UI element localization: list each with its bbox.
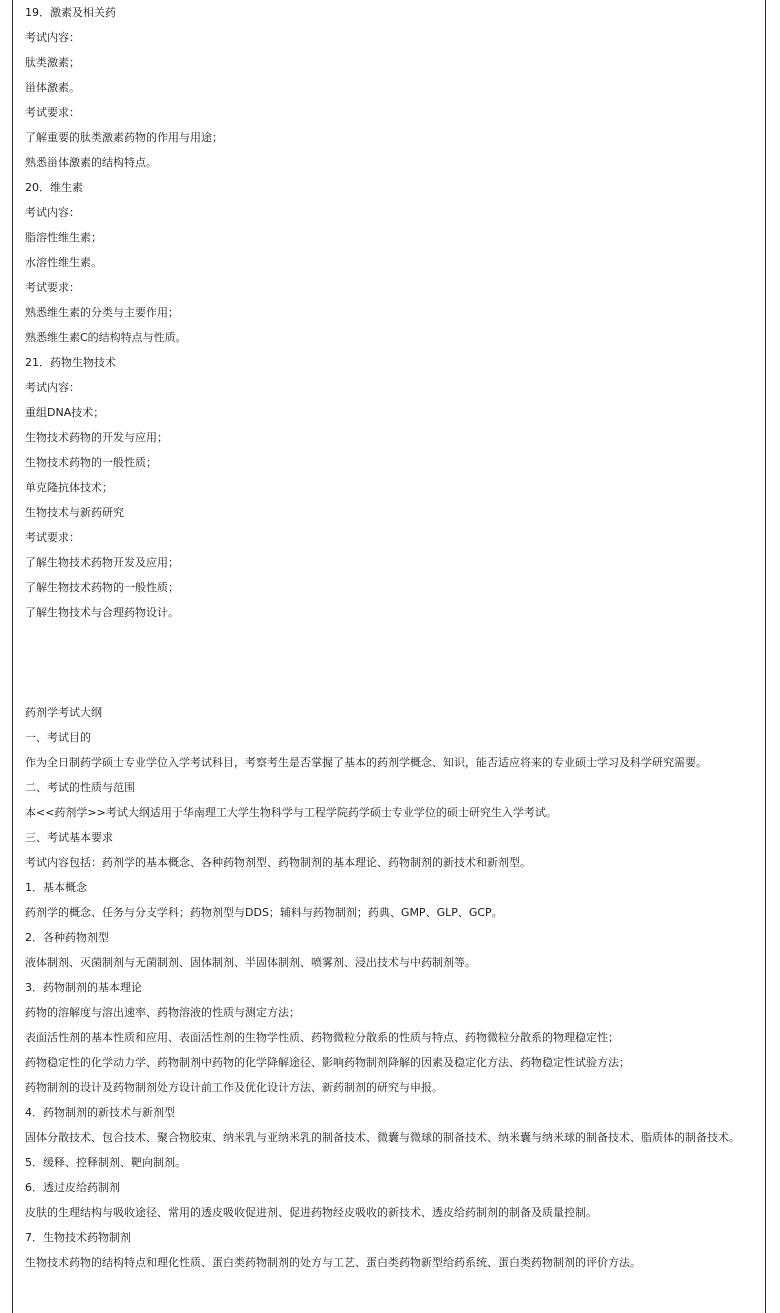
chapter-21-heading: 21．药物生物技术 bbox=[25, 356, 116, 369]
document-content bbox=[25, 0, 760, 1275]
exam-requirement-label: 考试要求： bbox=[25, 531, 80, 544]
subsection-heading: 7．生物技术药物制剂 bbox=[25, 1231, 131, 1244]
list-item: 重组DNA技术； bbox=[25, 406, 105, 419]
subsection-heading: 2．各种药物剂型 bbox=[25, 931, 109, 944]
chapter-20-heading: 20．维生素 bbox=[25, 181, 83, 194]
exam-requirement-label: 考试要求： bbox=[25, 106, 80, 119]
paragraph: 表面活性剂的基本性质和应用、表面活性剂的生物学性质、药物微粒分散系的性质与特点、药物微粒分散系的物理稳定性； bbox=[25, 1031, 619, 1044]
section-heading: 三、考试基本要求 bbox=[25, 831, 113, 844]
subsection-heading: 5．缓释、控释制剂、靶向制剂。 bbox=[25, 1156, 186, 1169]
list-item: 了解重要的肽类激素药物的作用与用途； bbox=[25, 131, 223, 144]
exam-content-label: 考试内容： bbox=[25, 206, 80, 219]
paragraph: 本<<药剂学>>考试大纲适用于华南理工大学生物科学与工程学院药学硕士专业学位的硕士研究生入学考试。 bbox=[25, 806, 557, 819]
list-item: 熟悉维生素C的结构特点与性质。 bbox=[25, 331, 187, 344]
list-item: 肽类激素； bbox=[25, 56, 80, 69]
list-item: 了解生物技术药物的一般性质； bbox=[25, 581, 179, 594]
paragraph: 生物技术药物的结构特点和理化性质、蛋白类药物制剂的处方与工艺、蛋白类药物新型给药系统、蛋白类药物制剂的评价方法。 bbox=[25, 1256, 641, 1269]
list-item: 生物技术与新药研究 bbox=[25, 506, 124, 519]
subsection-heading: 6．透过皮给药制剂 bbox=[25, 1181, 120, 1194]
subsection-heading: 3．药物制剂的基本理论 bbox=[25, 981, 142, 994]
list-item: 脂溶性维生素； bbox=[25, 231, 102, 244]
list-item: 熟悉维生素的分类与主要作用； bbox=[25, 306, 179, 319]
subsection-heading: 1．基本概念 bbox=[25, 881, 87, 894]
paragraph: 药剂学的概念、任务与分支学科；药物剂型与DDS；辅料与药物制剂；药典、GMP、GLP、GCP。 bbox=[25, 906, 503, 919]
subsection-heading: 4．药物制剂的新技术与新剂型 bbox=[25, 1106, 175, 1119]
paragraph: 药物制剂的设计及药物制剂处方设计前工作及优化设计方法、新药制剂的研究与申报。 bbox=[25, 1081, 443, 1094]
section-spacer bbox=[25, 625, 760, 700]
list-item: 生物技术药物的开发与应用； bbox=[25, 431, 168, 444]
paragraph: 考试内容包括：药剂学的基本概念、各种药物剂型、药物制剂的基本理论、药物制剂的新技术和新剂型。 bbox=[25, 856, 531, 869]
paragraph: 固体分散技术、包合技术、聚合物胶束、纳米乳与亚纳米乳的制备技术、微囊与微球的制备技术、纳米囊与纳米球的制备技术、脂质体的制备技术。 bbox=[25, 1131, 740, 1144]
list-item: 甾体激素。 bbox=[25, 81, 80, 94]
exam-content-label: 考试内容： bbox=[25, 31, 80, 44]
exam-requirement-label: 考试要求： bbox=[25, 281, 80, 294]
paragraph: 皮肤的生理结构与吸收途径、常用的透皮吸收促进剂、促进药物经皮吸收的新技术、透皮给药制剂的制备及质量控制。 bbox=[25, 1206, 597, 1219]
section-heading: 一、考试目的 bbox=[25, 731, 91, 744]
syllabus-title: 药剂学考试大纲 bbox=[25, 706, 102, 719]
paragraph: 液体制剂、灭菌制剂与无菌制剂、固体制剂、半固体制剂、喷雾剂、浸出技术与中药制剂等。 bbox=[25, 956, 476, 969]
list-item: 生物技术药物的一般性质； bbox=[25, 456, 157, 469]
chapter-19-heading: 19．激素及相关药 bbox=[25, 6, 116, 19]
list-item: 单克隆抗体技术； bbox=[25, 481, 113, 494]
list-item: 水溶性维生素。 bbox=[25, 256, 102, 269]
paragraph: 作为全日制药学硕士专业学位入学考试科目，考察考生是否掌握了基本的药剂学概念、知识，能否适应将来的专业硕士学习及科学研究需要。 bbox=[25, 756, 707, 769]
exam-content-label: 考试内容： bbox=[25, 381, 80, 394]
list-item: 了解生物技术与合理药物设计。 bbox=[25, 606, 179, 619]
paragraph: 药物的溶解度与溶出速率、药物溶液的性质与测定方法； bbox=[25, 1006, 300, 1019]
list-item: 熟悉甾体激素的结构特点。 bbox=[25, 156, 157, 169]
list-item: 了解生物技术药物开发及应用； bbox=[25, 556, 179, 569]
section-heading: 二、考试的性质与范围 bbox=[25, 781, 135, 794]
paragraph: 药物稳定性的化学动力学、药物制剂中药物的化学降解途径、影响药物制剂降解的因素及稳定化方法、药物稳定性试验方法； bbox=[25, 1056, 630, 1069]
